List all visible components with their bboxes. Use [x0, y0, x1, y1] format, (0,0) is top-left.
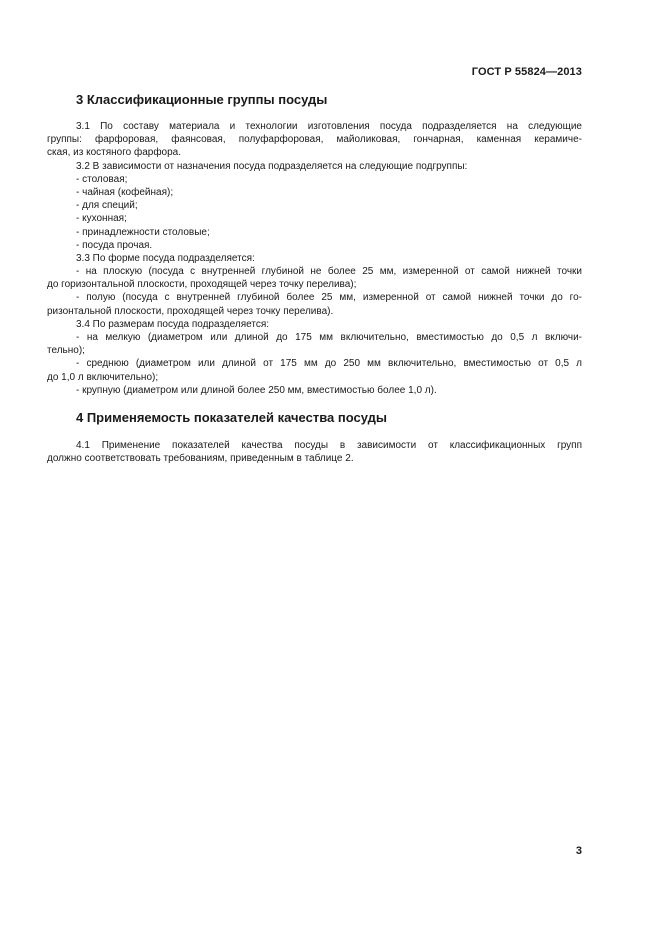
- list-item: - чайная (кофейная);: [76, 186, 174, 198]
- paragraph-line: 3.3 По форме посуда подразделяется:: [76, 252, 255, 264]
- list-item-continuation: тельно);: [47, 345, 85, 357]
- section-3-body: [47, 120, 582, 397]
- list-item: - среднюю (диаметром или длиной от 175 мм до 250 мм включительно, вместимостью от 0,5 л: [76, 358, 582, 370]
- list-item: - крупную (диаметром или длиной более 250 мм, вместимостью более 1,0 л).: [76, 384, 437, 396]
- list-item: - посуда прочая.: [76, 239, 153, 251]
- list-item: - столовая;: [76, 173, 128, 185]
- paragraph-line: группы: фарфоровая, фаянсовая, полуфарфоровая, майоликовая, гончарная, каменная керамиче-: [47, 134, 582, 146]
- list-item: - на мелкую (диаметром или длиной до 175 мм включительно, вместимостью до 0,5 л включи-: [76, 332, 582, 343]
- list-item: - кухонная;: [76, 213, 127, 225]
- standard-code: ГОСТ Р 55824—2013: [471, 66, 582, 78]
- list-item-continuation: ризонтальной плоскости, проходящей через точку перелива).: [47, 305, 334, 317]
- list-item: - полую (посуда с внутренней глубиной более 25 мм, измеренной от самой нижней точки до го-: [76, 292, 582, 304]
- list-item: - принадлежности столовые;: [76, 226, 210, 238]
- paragraph-line: ская, из костяного фарфора.: [47, 147, 182, 159]
- list-item: - на плоскую (посуда с внутренней глубиной не более 25 мм, измеренной от самой нижней точки: [76, 266, 582, 278]
- page-number: 3: [575, 845, 582, 857]
- section-3-heading: 3 Классификационные группы посуды: [76, 92, 328, 107]
- section-4-heading: 4 Применяемость показателей качества посуды: [76, 410, 387, 425]
- paragraph-line: 4.1 Применение показателей качества посуды в зависимости от классификационных групп: [76, 440, 582, 451]
- section-4-body: [47, 439, 582, 465]
- list-item-continuation: до 1,0 л включительно);: [47, 371, 159, 383]
- paragraph-line: 3.1 По составу материала и технологии изготовления посуда подразделяется на следующие: [76, 121, 582, 132]
- paragraph-line: должно соответствовать требованиям, приведенным в таблице 2.: [47, 453, 354, 465]
- paragraph-line: 3.2 В зависимости от назначения посуда подразделяется на следующие подгруппы:: [76, 160, 468, 172]
- paragraph-line: 3.4 По размерам посуда подразделяется:: [76, 318, 270, 330]
- list-item-continuation: до горизонтальной плоскости, проходящей через точку перелива);: [47, 279, 357, 291]
- list-item: - для специй;: [76, 200, 138, 212]
